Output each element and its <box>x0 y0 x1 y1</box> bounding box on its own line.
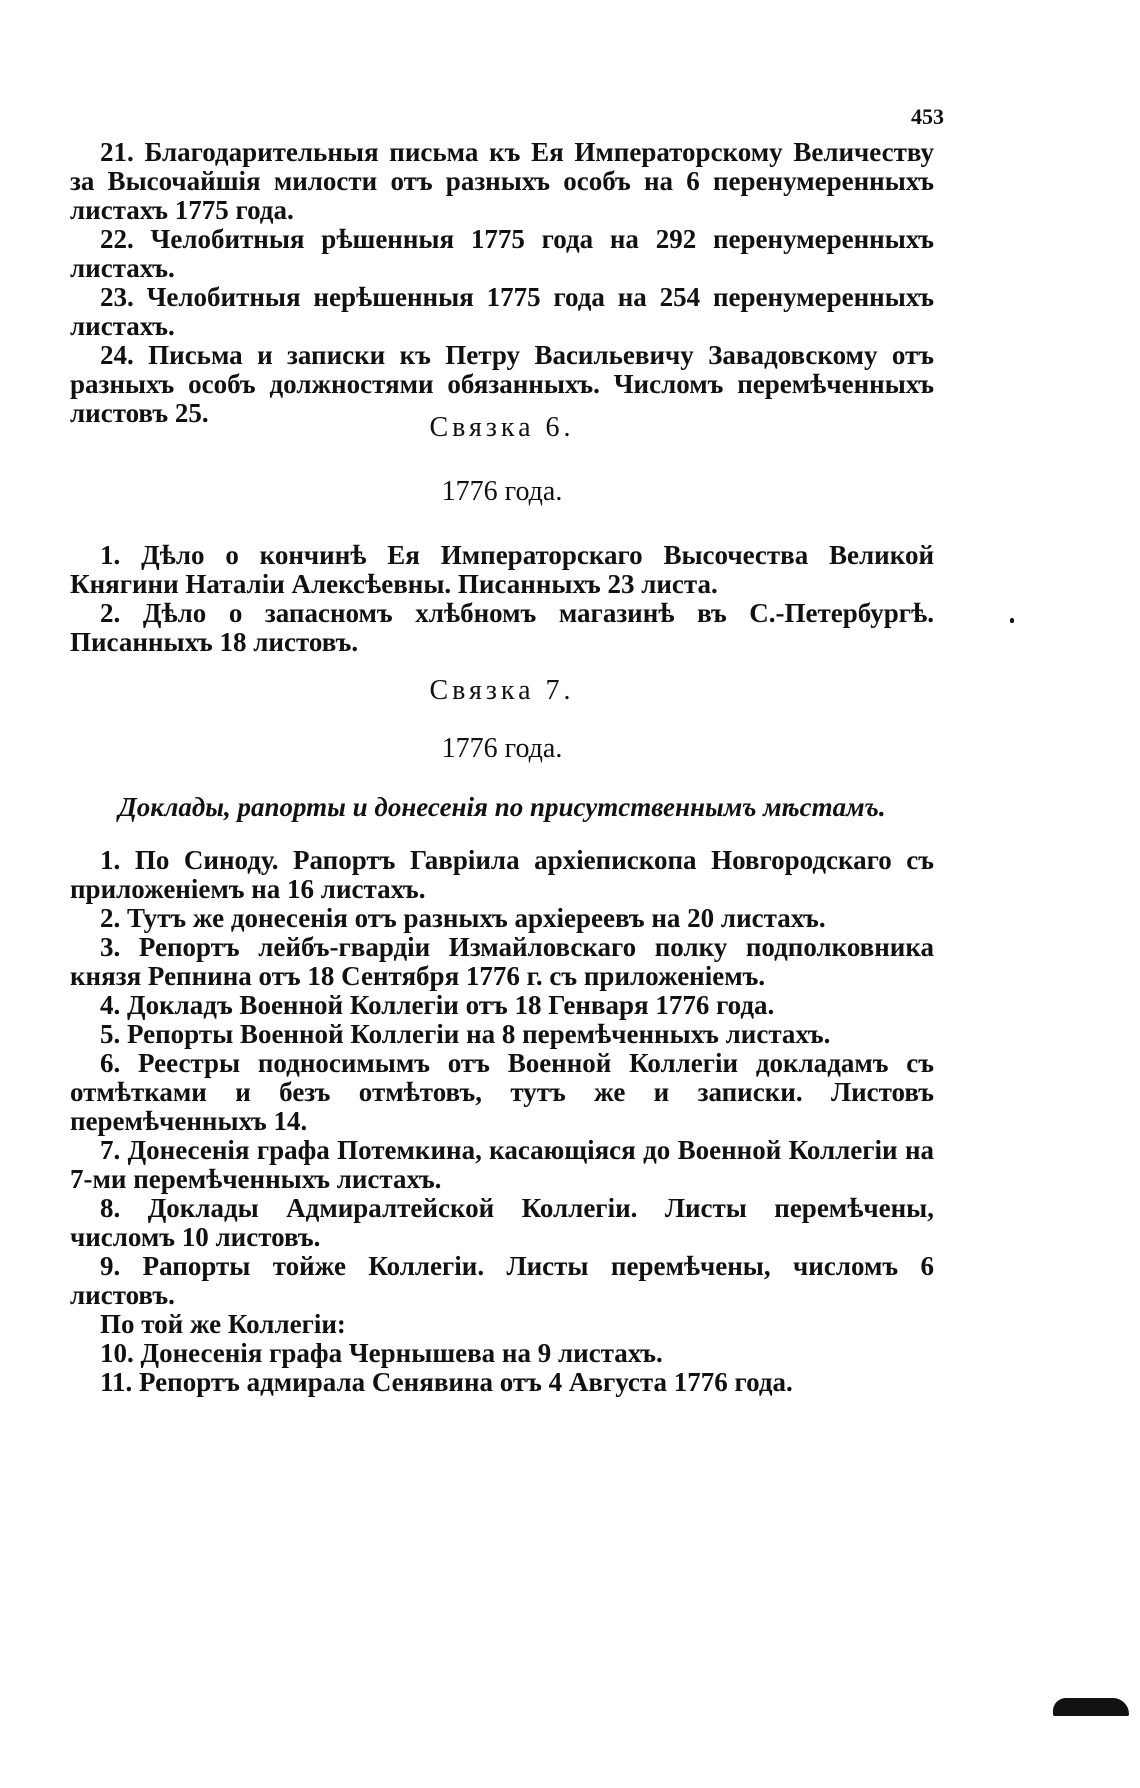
bundle-7-heading: Связка 7. <box>429 675 575 706</box>
page-number: 453 <box>911 104 944 129</box>
scan-blot <box>1053 1698 1129 1716</box>
list-item: 22. Челобитныя рѣшенныя 1775 года на 292 перенумеренныхъ листахъ. <box>70 224 934 283</box>
list-item: 23. Челобитныя нерѣшенныя 1775 года на 254 перенумеренныхъ листахъ. <box>70 282 934 341</box>
bundle-6-heading: Связка 6. <box>429 412 575 443</box>
scan-speck <box>1010 618 1014 623</box>
list-item: 9. Рапорты тойже Коллегіи. Листы перемѣчены, числомъ 6 листовъ. <box>70 1251 934 1310</box>
bundle-6-items-list <box>70 541 934 657</box>
list-item: 21. Благодарительныя письма къ Ея Императорскому Величеству за Высочайшія милости отъ разныхъ особъ на 6 перенумеренныхъ листахъ 1775 года. <box>70 137 934 225</box>
list-item: 10. Донесенія графа Чернышева на 9 листахъ. <box>100 1338 663 1368</box>
list-item: 7. Донесенія графа Потемкина, касающіяся до Военной Коллегіи на 7-ми перемѣченныхъ листахъ. <box>70 1135 934 1194</box>
list-item: 4. Докладъ Военной Коллегіи отъ 18 Генваря 1776 года. <box>100 990 775 1020</box>
top-items-list <box>70 138 934 428</box>
list-item: 3. Репортъ лейбъ-гвардіи Измайловскаго полку подполковника князя Репнина отъ 18 Сентября 1776 г. съ приложеніемъ. <box>70 932 934 991</box>
list-item: 24. Письма и записки къ Петру Васильевичу Завадовскому отъ разныхъ особъ должностями обязанныхъ. Числомъ перемѣченныхъ листовъ 25. <box>70 340 934 428</box>
bundle-6-year: 1776 года. <box>441 476 563 507</box>
sub-heading: По той же Коллегіи: <box>100 1309 346 1339</box>
bundle-7-year: 1776 года. <box>441 733 563 764</box>
list-item: 11. Репортъ адмирала Сенявина отъ 4 Августа 1776 года. <box>100 1367 793 1397</box>
list-item: 2. Дѣло о запасномъ хлѣбномъ магазинѣ въ С.-Петербургѣ. Писанныхъ 18 листовъ. <box>70 598 934 657</box>
bundle-7-items-list <box>70 846 934 1397</box>
list-item: 8. Доклады Адмиралтейской Коллегіи. Листы перемѣчены, числомъ 10 листовъ. <box>70 1193 934 1252</box>
list-item: 5. Репорты Военной Коллегіи на 8 перемѣченныхъ листахъ. <box>100 1019 831 1049</box>
list-item: 2. Тутъ же донесенія отъ разныхъ архіереевъ на 20 листахъ. <box>100 903 826 933</box>
bundle-7-subtitle: Доклады, рапорты и донесенія по присутственнымъ мѣстамъ. <box>118 792 886 822</box>
list-item: 1. По Синоду. Рапортъ Гавріила архіепископа Новгородскаго съ приложеніемъ на 16 листахъ. <box>70 845 934 904</box>
list-item: 6. Реестры подносимымъ отъ Военной Коллегіи докладамъ съ отмѣтками и безъ отмѣтовъ, тутъ же и записки. Листовъ перемѣченныхъ 14. <box>70 1048 934 1136</box>
list-item: 1. Дѣло о кончинѣ Ея Императорскаго Высочества Великой Княгини Наталіи Алексѣевны. Писанныхъ 23 листа. <box>70 540 934 599</box>
